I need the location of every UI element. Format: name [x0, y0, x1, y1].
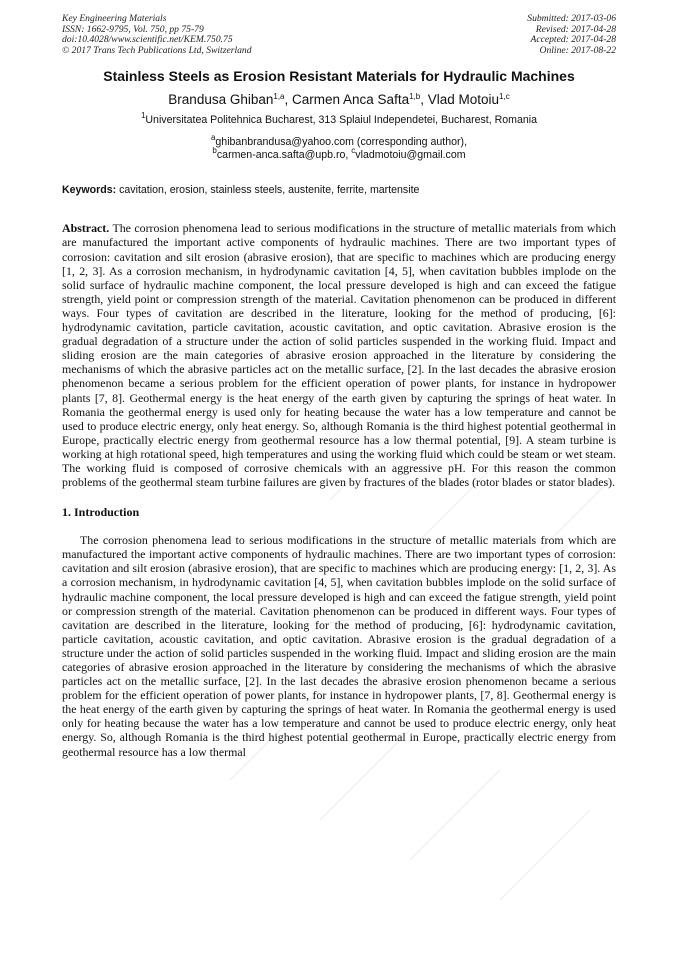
section-heading-introduction: 1. Introduction	[62, 505, 140, 520]
email-address-b[interactable]: carmen-anca.safta@upb.ro,	[216, 149, 352, 162]
author-name: Brandusa Ghiban	[168, 92, 274, 108]
email-line	[62, 133, 616, 149]
email-address-c[interactable]: vladmotoiu@gmail.com	[355, 149, 466, 162]
affiliation	[62, 111, 616, 127]
abstract-label: Abstract.	[62, 221, 110, 236]
email-block	[62, 133, 616, 162]
author-separator: ,	[284, 92, 293, 108]
paper-page	[62, 14, 616, 759]
journal-info	[62, 14, 252, 56]
author-list	[62, 91, 616, 108]
accepted-date: Accepted: 2017-04-28	[530, 34, 616, 46]
affiliation-superscript: 1	[140, 111, 146, 121]
email-superscript: a	[210, 133, 216, 143]
submitted-date: Submitted: 2017-03-06	[527, 13, 616, 24]
keywords-text: cavitation, erosion, stainless steels, austenite, ferrite, martensite	[116, 184, 420, 197]
email-superscript: b	[212, 146, 217, 156]
revised-date: Revised: 2017-04-28	[535, 23, 616, 35]
author-name: Carmen Anca Safta	[292, 92, 410, 108]
keywords-label: Keywords:	[62, 184, 117, 197]
copyright-line: © 2017 Trans Tech Publications Ltd, Switzerland	[62, 44, 252, 56]
author-name: Vlad Motoiu	[427, 92, 500, 108]
abstract-text: The corrosion phenomena lead to serious modifications in the structure of metallic materials from which are manufactured the important active components of hydraulic machines. There are two important types of corrosion: cavitation and silt erosion (abrasive erosion), that are specific to machines which are producing energy [1, 2, 3]. As a corrosion mechanism, in hydrodynamic cavitation [4, 5], when cavitation bubbles implode on the solid surface of hydraulic machine component, the local pressure developed is high and can exceed the fatigue strength, yield point or compression strength of the material. Cavitation phenomenon can be produced in different ways. Four types of cavitation are described in the literature, looking for the method of producing, [6]: hydrodynamic cavitation, particle cavitation, acoustic cavitation, and optic cavitation. Abrasive erosion is the gradual degradation of a structure under the action of solid particles suspended in the working fluid. Impact and sliding erosion are the main categories of abrasive erosion approached in the literature by considering the mechanisms of which the abrasive particles act on the metallic surface, [2]. In the last decades the abrasive erosion phenomenon became a serious problem for the efficient operation of power plants, for instance in hydropower plants [7, 8]. Geothermal energy is the heat energy of the earth given by capturing the springs of heat water. In Romania the geothermal energy is used only for heating because the water has a low temperature and cannot be used to produce electric energy, only heat energy. So, although Romania is the third highest potential geothermal in Europe, practically electric energy from geothermal resource has a low thermal potential, [9]. A steam turbine is working at high rotational speed, high temperatures and using the working fluid which could be steam or wet steam. The working fluid is composed of corrosive chemicals with an aggressive pH. For this reason the common problems of the geothermal steam turbine failures are given by fractures of the blades (rotor blades or stator blades).	[62, 221, 616, 490]
paper-title: Stainless Steels as Erosion Resistant Materials for Hydraulic Machines	[103, 68, 575, 85]
doi-line: doi:10.4028/www.scientific.net/KEM.750.75	[62, 34, 233, 46]
affiliation-text: Universitatea Politehnica Bucharest, 313 Splaiul Independetei, Bucharest, Romania	[145, 114, 538, 127]
publication-dates	[527, 14, 616, 56]
introduction-paragraph: The corrosion phenomena lead to serious modifications in the structure of metallic materials from which are manufactured the important active components of hydraulic machines. There are two important types of corrosion: cavitation and silt erosion (abrasive erosion), that are specific to machines which are producing energy: [1, 2, 3]. As a corrosion mechanism, in hydrodynamic cavitation [4, 5], when cavitation bubbles implode on the solid surface of hydraulic machine component, the local pressure developed is high and can exceed the fatigue strength, yield point or compression strength of the material. Cavitation phenomenon can be produced in different ways. Four types of cavitation are described in the literature, looking for the method of producing, [6]: hydrodynamic cavitation, particle cavitation, acoustic cavitation, and optic cavitation. Abrasive erosion is the gradual degradation of a structure under the action of solid particles suspended in the working fluid. Impact and sliding erosion are the main categories of abrasive erosion approached in the literature by considering the mechanisms of which the abrasive particles act on the metallic surface, [2]. In the last decades the abrasive erosion phenomenon became a serious problem for the efficient operation of power plants, for instance in hydropower plants, [7, 8]. Geothermal energy is the heat energy of the earth given by capturing the springs of heat water. In Romania the geothermal energy is used only for heating because the water has a low temperature and cannot be used to produce electric energy, only heat energy. So, although Romania is the third highest potential geothermal in Europe, practically electric energy from geothermal resource has a low thermal	[62, 533, 616, 759]
author-superscript: 1,a	[273, 92, 285, 102]
journal-name: Key Engineering Materials	[62, 13, 167, 24]
email-superscript: c	[351, 146, 356, 156]
author-superscript: 1,c	[499, 92, 510, 102]
online-date: Online: 2017-08-22	[539, 44, 616, 56]
author-separator: ,	[420, 92, 428, 108]
keywords-line	[62, 184, 616, 197]
abstract-paragraph	[62, 221, 616, 489]
publication-header	[62, 14, 616, 56]
issn-line: ISSN: 1662-9795, Vol. 750, pp 75-79	[62, 23, 204, 35]
email-address-a[interactable]: ghibanbrandusa@yahoo.com (corresponding author),	[215, 136, 468, 149]
author-superscript: 1,b	[409, 92, 421, 102]
email-line	[62, 146, 616, 162]
